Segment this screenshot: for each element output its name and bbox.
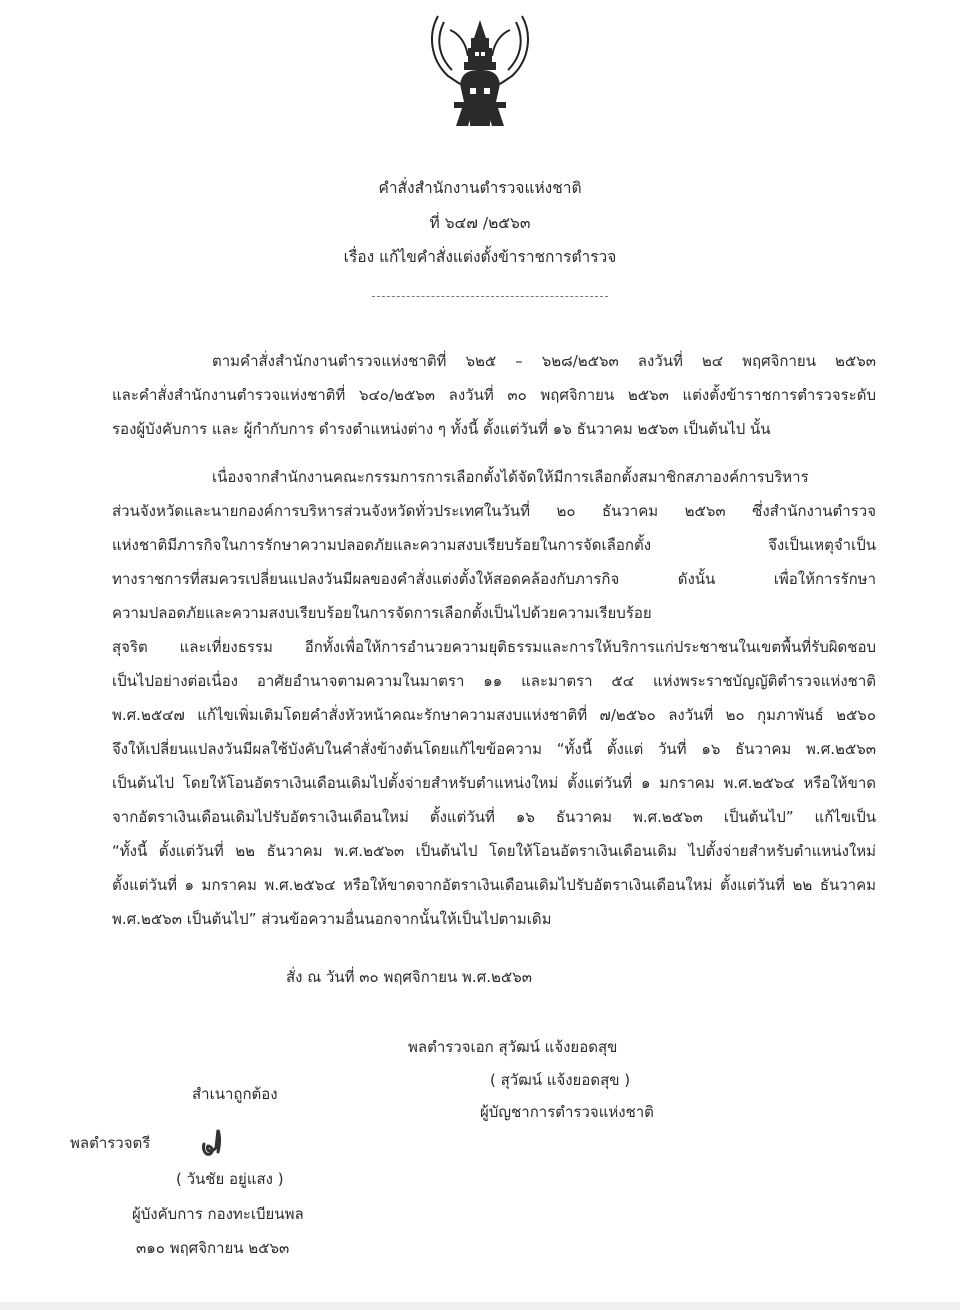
certified-copy-label: สำเนาถูกต้อง	[192, 1085, 278, 1103]
paragraph1-line: ตามคำสั่งสำนักงานตำรวจแห่งชาติที่ ๖๒๕ – ๖๒๘/๒๕๖๓ ลงวันที่ ๒๔ พฤศจิกายน ๒๕๖๓	[212, 352, 876, 370]
issuer-title: คำสั่งสำนักงานตำรวจแห่งชาติ	[378, 179, 582, 197]
signatory-rank-name: พลตำรวจเอก สุวัฒน์ แจ้งยอดสุข	[408, 1038, 618, 1056]
paragraph2-line: สุจริต และเที่ยงธรรม อีกทั้งเพื่อให้การอำนวยความยุติธรรมและการให้บริการแก่ประชาชนในเขตพื้นที่รับผิดชอบ	[112, 638, 876, 656]
certification-date: ๓๑๐ พฤศจิกายน ๒๕๖๓	[136, 1239, 290, 1257]
paragraph2-line: จึงให้เปลี่ยนแปลงวันมีผลใช้บังคับในคำสั่งข้างต้นโดยแก้ไขข้อความ “ทั้งนี้ ตั้งแต่ วันที่ ๑๖ ธันวาคม พ.ศ.๒๕๖๓	[112, 740, 876, 758]
paragraph2-line: เนื่องจากสำนักงานคณะกรรมการการเลือกตั้งได้จัดให้มีการเลือกตั้งสมาชิกสภาองค์การบริหาร	[212, 468, 809, 486]
certifier-position: ผู้บังคับการ กองทะเบียนพล	[132, 1205, 304, 1223]
paragraph1-line: รองผู้บังคับการ และ ผู้กำกับการ ดำรงตำแหน่งต่าง ๆ ทั้งนี้ ตั้งแต่วันที่ ๑๖ ธันวาคม ๒๕๖๓ เป็นต้นไป นั้น	[112, 420, 771, 438]
garuda-emblem-icon	[420, 4, 540, 134]
paragraph2-line: พ.ศ.๒๕๖๓ เป็นต้นไป” ส่วนข้อความอื่นนอกจากนั้นให้เป็นไปตามเดิม	[112, 910, 552, 928]
paragraph2-line: แห่งชาติมีภารกิจในการรักษาความปลอดภัยและความสงบเรียบร้อยในการจัดเลือกตั้ง จึงเป็นเหตุจำเป็น	[112, 536, 876, 554]
paragraph2-line: เป็นไปอย่างต่อเนื่อง อาศัยอำนาจตามความในมาตรา ๑๑ และมาตรา ๕๔ แห่งพระราชบัญญัติตำรวจแห่งชาติ	[112, 672, 876, 690]
certifier-name: ( วันชัย อยู่แสง )	[176, 1170, 284, 1188]
signatory-name: ( สุวัฒน์ แจ้งยอดสุข )	[490, 1071, 631, 1089]
page-bottom-edge	[0, 1302, 960, 1310]
paragraph2-line: จากอัตราเงินเดือนเดิมไปรับอัตราเงินเดือนใหม่ ตั้งแต่วันที่ ๑๖ ธันวาคม พ.ศ.๒๕๖๓ เป็นต้นไป” แก้ไขเป็น	[112, 808, 876, 826]
order-date: สั่ง ณ วันที่ ๓๐ พฤศจิกายน พ.ศ.๒๕๖๓	[286, 968, 532, 986]
paragraph2-line: พ.ศ.๒๕๔๗ แก้ไขเพิ่มเติมโดยคำสั่งหัวหน้าคณะรักษาความสงบแห่งชาติที่ ๗/๒๕๖๐ ลงวันที่ ๒๐ กุมภาพันธ์ ๒๕๖๐	[112, 706, 876, 724]
signatory-position: ผู้บัญชาการตำรวจแห่งชาติ	[480, 1103, 654, 1121]
paragraph2-line: ตั้งแต่วันที่ ๑ มกราคม พ.ศ.๒๕๖๔ หรือให้ขาดจากอัตราเงินเดือนเดิมไปรับอัตราเงินเดือนใหม่ ตั้งแต่วันที่ ๒๒ ธันวาคม	[112, 876, 876, 894]
paragraph2-line: ทางราชการที่สมควรเปลี่ยนแปลงวันมีผลของคำสั่งแต่งตั้งให้สอดคล้องกับภารกิจ ดังนั้น เพื่อให้การรักษา	[112, 570, 876, 588]
paragraph2-line: เป็นต้นไป โดยให้โอนอัตราเงินเดือนเดิมไปตั้งจ่ายสำหรับตำแหน่งใหม่ ตั้งแต่วันที่ ๑ มกราคม พ.ศ.๒๕๖๔ หรือให้ขาด	[112, 774, 876, 792]
paragraph2-line: ความปลอดภัยและความสงบเรียบร้อยในการจัดการเลือกตั้งเป็นไปด้วยความเรียบร้อย	[112, 604, 652, 622]
header-separator	[372, 296, 608, 297]
paragraph1-line: และคำสั่งสำนักงานตำรวจแห่งชาติที่ ๖๔๐/๒๕๖๓ ลงวันที่ ๓๐ พฤศจิกายน ๒๕๖๓ แต่งตั้งข้าราชการตำรวจระดับ	[112, 386, 876, 404]
handwritten-signature-icon	[198, 1124, 226, 1160]
paragraph2-line: “ทั้งนี้ ตั้งแต่วันที่ ๒๒ ธันวาคม พ.ศ.๒๕๖๓ เป็นต้นไป โดยให้โอนอัตราเงินเดือนเดิม ไปตั้งจ่ายสำหรับตำแหน่งใหม่	[112, 842, 876, 860]
paragraph2-line: ส่วนจังหวัดและนายกองค์การบริหารส่วนจังหวัดทั่วประเทศในวันที่ ๒๐ ธันวาคม ๒๕๖๓ ซึ่งสำนักงานตำรวจ	[112, 502, 876, 520]
certifier-rank: พลตำรวจตรี	[70, 1134, 151, 1152]
order-number: ที่ ๖๔๗ /๒๕๖๓	[429, 214, 531, 232]
order-subject: เรื่อง แก้ไขคำสั่งแต่งตั้งข้าราชการตำรวจ	[343, 248, 617, 266]
